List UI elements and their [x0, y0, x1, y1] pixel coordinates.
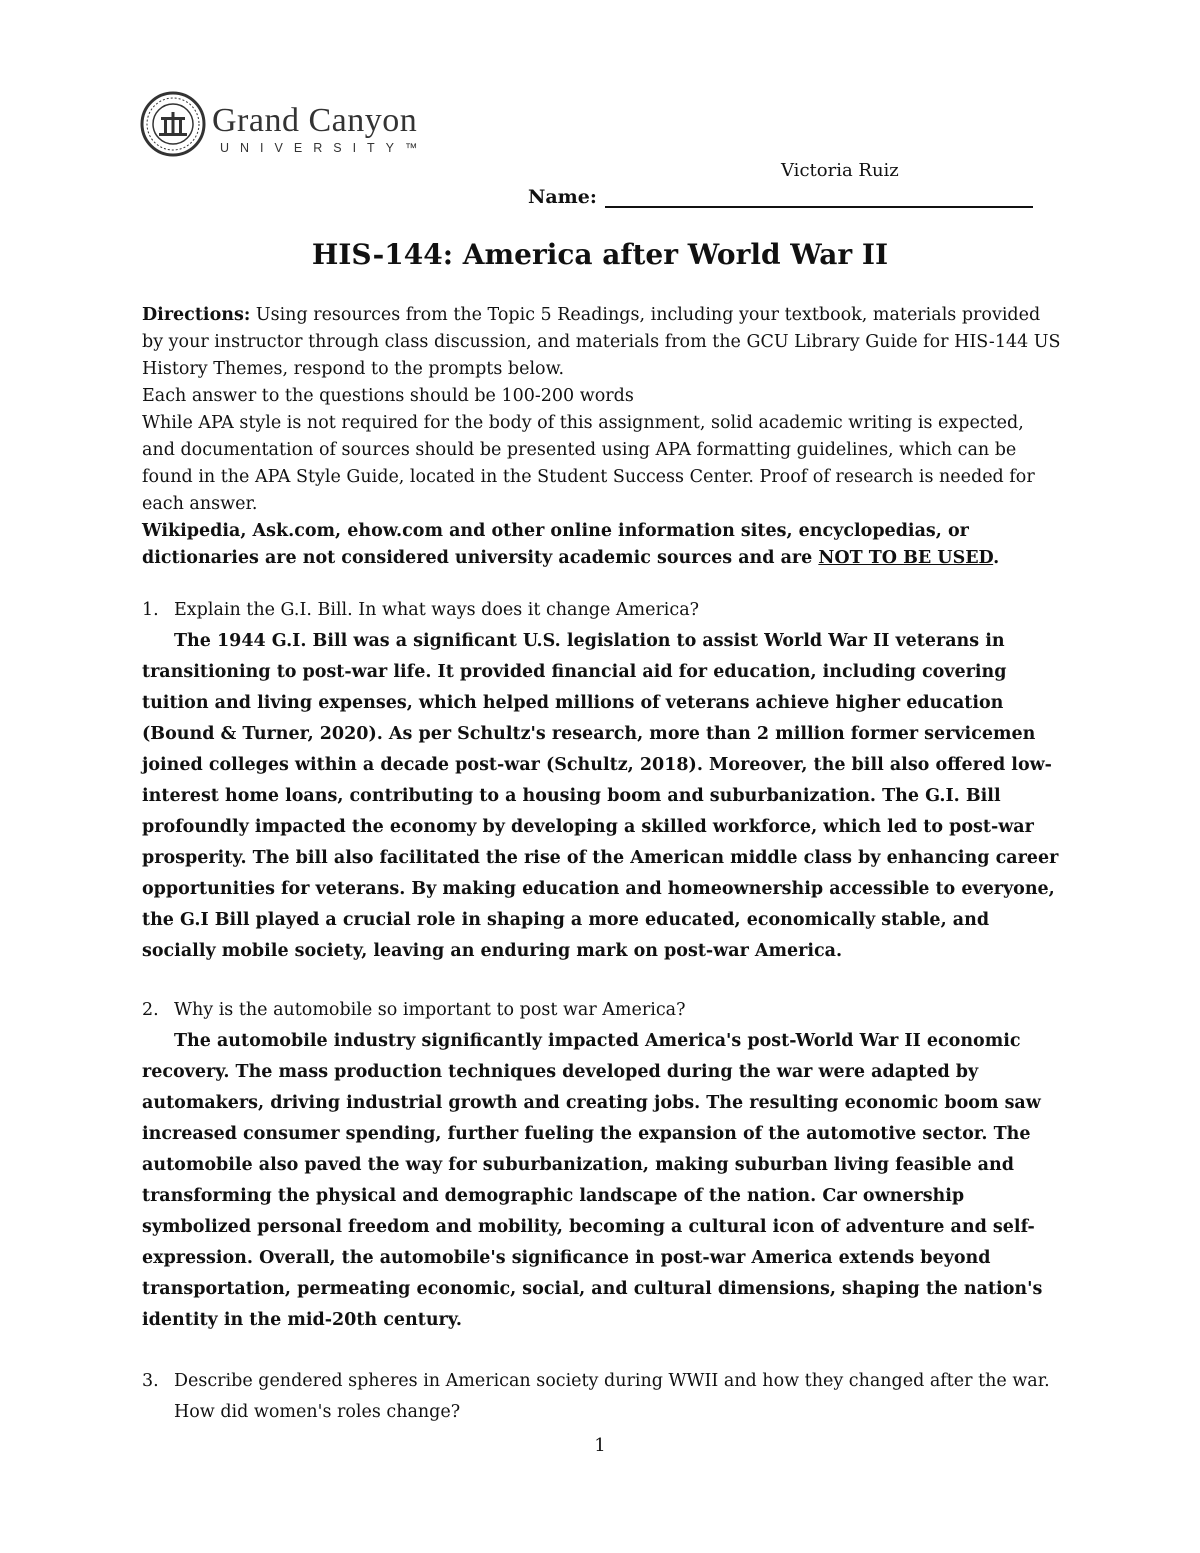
apa-note: While APA style is not required for the body of this assignment, solid academic writing is expected, and documentation of sources should be presented using APA formatting guidelines, which can be found in the APA Style Guide, located in the Student Success Center. Proof of research is needed for each answer.: [142, 413, 1035, 514]
warning-suffix: .: [993, 548, 1000, 568]
warning-emphasis: NOT TO BE USED: [818, 548, 994, 568]
directions-text: Using resources from the Topic 5 Readings, including your textbook, materials provided by your instructor through class discussion, and materials from the GCU Library Guide for HIS-144 US History Themes, respond to the prompts below.: [142, 305, 1061, 379]
directions-section: [142, 302, 1062, 572]
sources-warning: [142, 518, 1062, 572]
directions-label: Directions:: [142, 305, 251, 325]
name-label: Name:: [528, 186, 597, 208]
question-text: Why is the automobile so important to post war America?: [174, 1000, 686, 1020]
logo-wordmark: Grand Canyon: [212, 102, 418, 139]
student-name: Victoria Ruiz: [781, 160, 899, 181]
question-text: Explain the G.I. Bill. In what ways does it change America?: [174, 600, 700, 620]
question-prompt: [142, 1366, 1062, 1428]
university-logo: [140, 88, 460, 160]
word-count-note: Each answer to the questions should be 100-200 words: [142, 386, 634, 406]
university-seal-icon: [140, 88, 206, 160]
question-number: 3.: [142, 1371, 159, 1391]
page-number: 1: [594, 1435, 606, 1456]
question-number: 2.: [142, 1000, 159, 1020]
question-1: [142, 595, 1062, 967]
question-text: Describe gendered spheres in American society during WWII and how they changed after the war. How did women's roles change?: [174, 1371, 1050, 1422]
document-title: HIS-144: America after World War II: [311, 238, 889, 271]
answer-text: The 1944 G.I. Bill was a significant U.S. legislation to assist World War II veterans in transitioning to post-war life. It provided financial aid for education, including covering tuition and living expenses, which helped millions of veterans achieve higher education (Bound & Turner, 2020). As per Schultz's research, more than 2 million former servicemen joined colleges within a decade post-war (Schultz, 2018). Moreover, the bill also offered low-interest home loans, contributing to a housing boom and suburbanization. The G.I. Bill profoundly impacted the economy by developing a skilled workforce, which led to post-war prosperity. The bill also facilitated the rise of the American middle class by enhancing career opportunities for veterans. By making education and homeownership accessible to everyone, the G.I Bill played a crucial role in shaping a more educated, economically stable, and socially mobile society, leaving an enduring mark on post-war America.: [142, 631, 1059, 961]
logo-subtitle: UNIVERSITY™: [220, 141, 429, 155]
directions-paragraph: [142, 302, 1062, 383]
question-prompt: [142, 595, 1062, 626]
question-3: [142, 1366, 1062, 1428]
name-field: [528, 186, 1033, 208]
question-number: 1.: [142, 600, 159, 620]
question-2: [142, 995, 1062, 1336]
name-underline: [605, 187, 1033, 208]
answer-text: The automobile industry significantly impacted America's post-World War II economic recovery. The mass production techniques developed during the war were adapted by automakers, driving industrial growth and creating jobs. The resulting economic boom saw increased consumer spending, further fueling the expansion of the automotive sector. The automobile also paved the way for suburbanization, making suburban living feasible and transforming the physical and demographic landscape of the nation. Car ownership symbolized personal freedom and mobility, becoming a cultural icon of adventure and self-expression. Overall, the automobile's significance in post-war America extends beyond transportation, permeating economic, social, and cultural dimensions, shaping the nation's identity in the mid-20th century.: [142, 1031, 1043, 1330]
warning-prefix: Wikipedia, Ask.com, ehow.com and other online information sites, encyclopedias, or dictionaries are not considered university academic sources and are: [142, 521, 969, 568]
question-prompt: [142, 995, 1062, 1026]
